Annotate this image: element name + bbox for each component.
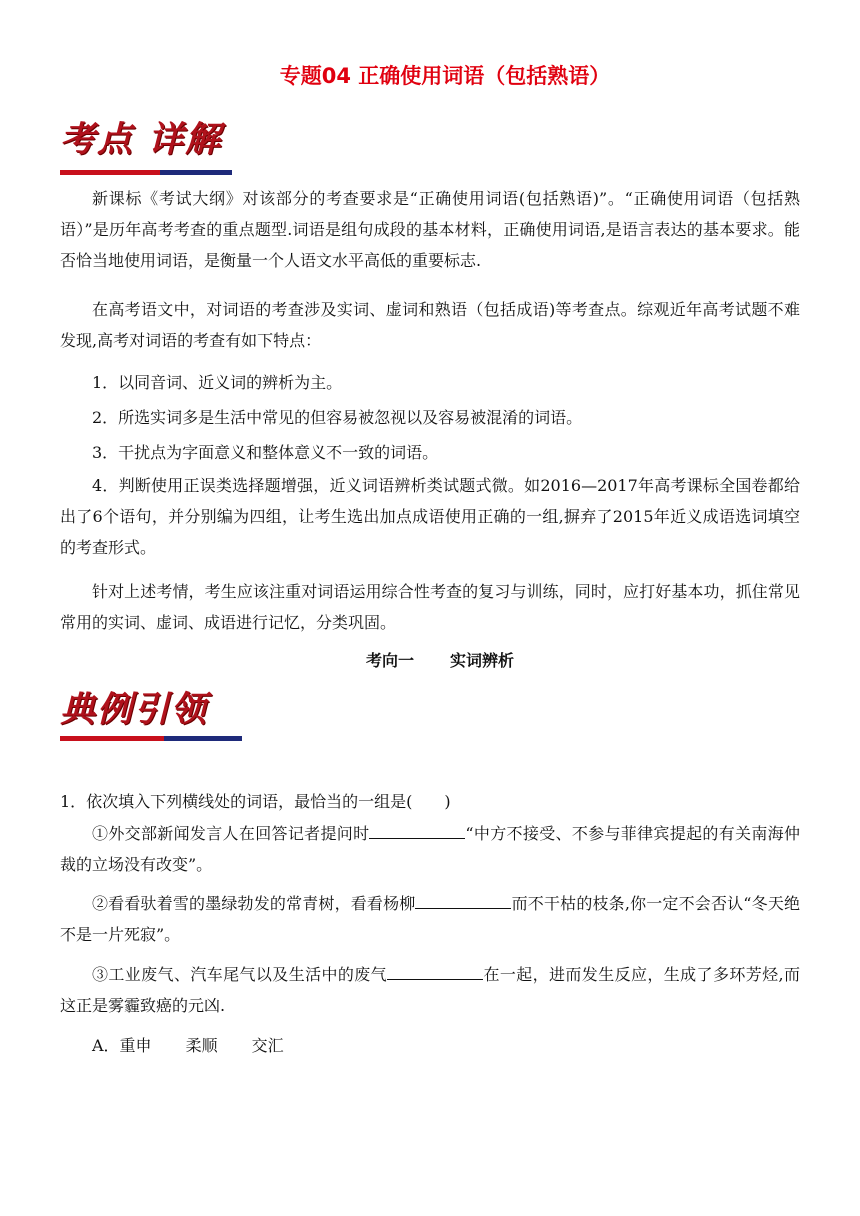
option-a-word-3: 交汇	[251, 1036, 284, 1055]
intro-paragraph-5: 针对上述考情，考生应该注重对词语运用综合性考查的复习与训练，同时，应打好基本功，抓住常见常用的实词、虚词、成语进行记忆，分类巩固。	[60, 582, 800, 632]
list-item: 1．以同音词、近义词的辨析为主。	[92, 373, 343, 392]
list-item: 3．干扰点为字面意义和整体意义不一致的词语。	[92, 443, 439, 462]
answer-blank[interactable]	[387, 961, 483, 980]
answer-blank[interactable]	[415, 890, 511, 909]
section-heading-right: 实词辨析	[450, 651, 515, 670]
sentence-1-part-b: “中方不接受、不参与菲律宾提起的有关南海仲裁的立场没有改变”。	[60, 824, 800, 874]
question-sentence-1	[60, 818, 800, 880]
question-sentence-2	[60, 888, 800, 950]
banner-dianli	[60, 688, 208, 732]
sentence-3-part-a: ③工业废气、汽车尾气以及生活中的废气	[92, 965, 388, 984]
list-item-4: 4．判断使用正误类选择题增强，近义词语辨析类试题式微。如2016—2017年高考课标全国卷都给出了6个语句，并分别编为四组，让考生选出加点成语使用正确的一组,摒弃了2015年近义成语选词填空的考查形式。	[60, 476, 800, 557]
option-a[interactable]: A．重申	[92, 1036, 152, 1055]
banner-kaodian-bar	[60, 170, 232, 175]
intro-paragraph-1: 新课标《考试大纲》对该部分的考查要求是“正确使用词语(包括熟语)”。“正确使用词语（包括熟语）”是历年高考考查的重点题型.词语是组句成段的基本材料，正确使用词语,是语言表达的基本要求。能否恰当地使用词语，是衡量一个人语文水平高低的重要标志.	[60, 189, 800, 270]
banner-dianli-text: 典例引领	[60, 689, 209, 730]
question-stem: 1．依次填入下列横线处的词语，最恰当的一组是( )	[60, 792, 451, 811]
answer-blank[interactable]	[369, 820, 465, 839]
intro-paragraph-2: 在高考语文中，对词语的考查涉及实词、虚词和熟语（包括成语)等考查点。综观近年高考试题不难发现,高考对词语的考查有如下特点：	[60, 300, 800, 350]
option-a-word-2: 柔顺	[185, 1036, 218, 1055]
question-sentence-3	[60, 959, 800, 1021]
sentence-2-part-b: 而不干枯的枝条,你一定不会否认“冬天绝不是一片死寂”。	[60, 894, 800, 944]
section-heading-left: 考向一	[365, 651, 414, 670]
section-heading	[0, 648, 860, 671]
banner-dianli-bar	[60, 736, 242, 741]
banner-kaodian-text: 考点 详解	[60, 119, 223, 160]
page-title: 专题04 正确使用词语（包括熟语）	[279, 64, 611, 88]
list-item: 2．所选实词多是生活中常见的但容易被忽视以及容易被混淆的词语。	[92, 408, 583, 427]
sentence-2-part-a: ②看看驮着雪的墨绿勃发的常青树，看看杨柳	[92, 894, 416, 913]
banner-kaodian	[60, 118, 222, 162]
sentence-1-part-a: ①外交部新闻发言人在回答记者提问时	[92, 824, 370, 843]
sentence-3-part-b: 在一起，进而发生反应，生成了多环芳烃,而这正是雾霾致癌的元凶.	[60, 965, 800, 1015]
answer-options	[92, 1033, 318, 1056]
